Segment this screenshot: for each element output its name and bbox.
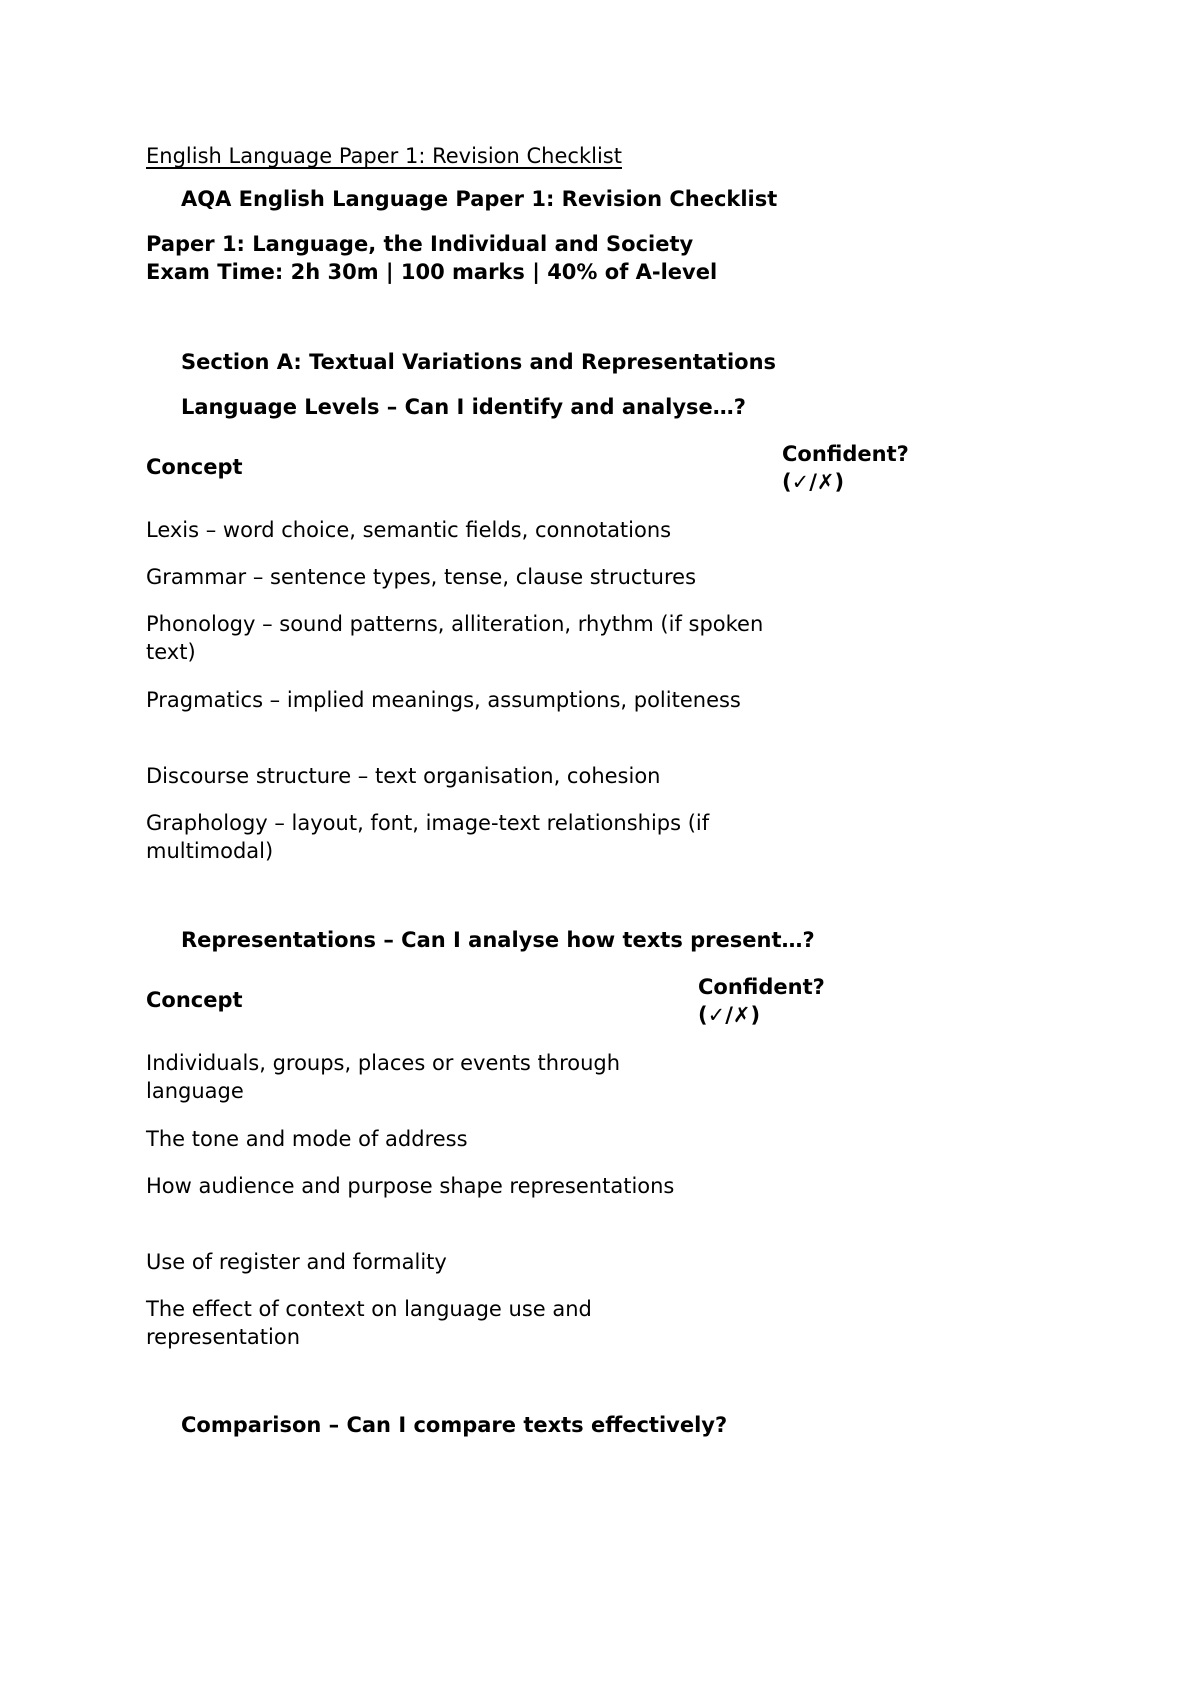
document-subtitle: AQA English Language Paper 1: Revision Checklist bbox=[181, 187, 778, 211]
table-row: Individuals, groups, places or events through language bbox=[146, 1051, 621, 1103]
table-row: Grammar – sentence types, tense, clause structures bbox=[146, 565, 697, 589]
table-row: The effect of context on language use and representation bbox=[146, 1297, 592, 1349]
section-a-heading: Section A: Textual Variations and Representations bbox=[181, 350, 777, 374]
document-title: English Language Paper 1: Revision Checklist bbox=[146, 144, 622, 168]
paper-name: Paper 1: Language, the Individual and Society bbox=[146, 232, 694, 256]
exam-info: Exam Time: 2h 30m | 100 marks | 40% of A-level bbox=[146, 260, 718, 284]
column-header-confident: Confident? (✓/✗) bbox=[698, 975, 825, 1027]
table-row: Lexis – word choice, semantic fields, connotations bbox=[146, 518, 672, 542]
table-row: The tone and mode of address bbox=[146, 1127, 468, 1151]
table-row: Discourse structure – text organisation, cohesion bbox=[146, 764, 661, 788]
column-header-concept: Concept bbox=[146, 988, 243, 1012]
table-row: Graphology – layout, font, image-text relationships (if multimodal) bbox=[146, 811, 710, 863]
column-header-confident: Confident? (✓/✗) bbox=[782, 442, 909, 494]
language-levels-heading: Language Levels – Can I identify and analyse…? bbox=[181, 395, 746, 419]
table-row: Pragmatics – implied meanings, assumptions, politeness bbox=[146, 688, 741, 712]
table-row: Phonology – sound patterns, alliteration, rhythm (if spoken text) bbox=[146, 612, 764, 664]
table-row: Use of register and formality bbox=[146, 1250, 447, 1274]
table-row: How audience and purpose shape representations bbox=[146, 1174, 675, 1198]
comparison-heading: Comparison – Can I compare texts effectively? bbox=[181, 1413, 728, 1437]
representations-heading: Representations – Can I analyse how texts present…? bbox=[181, 928, 815, 952]
column-header-concept: Concept bbox=[146, 455, 243, 479]
